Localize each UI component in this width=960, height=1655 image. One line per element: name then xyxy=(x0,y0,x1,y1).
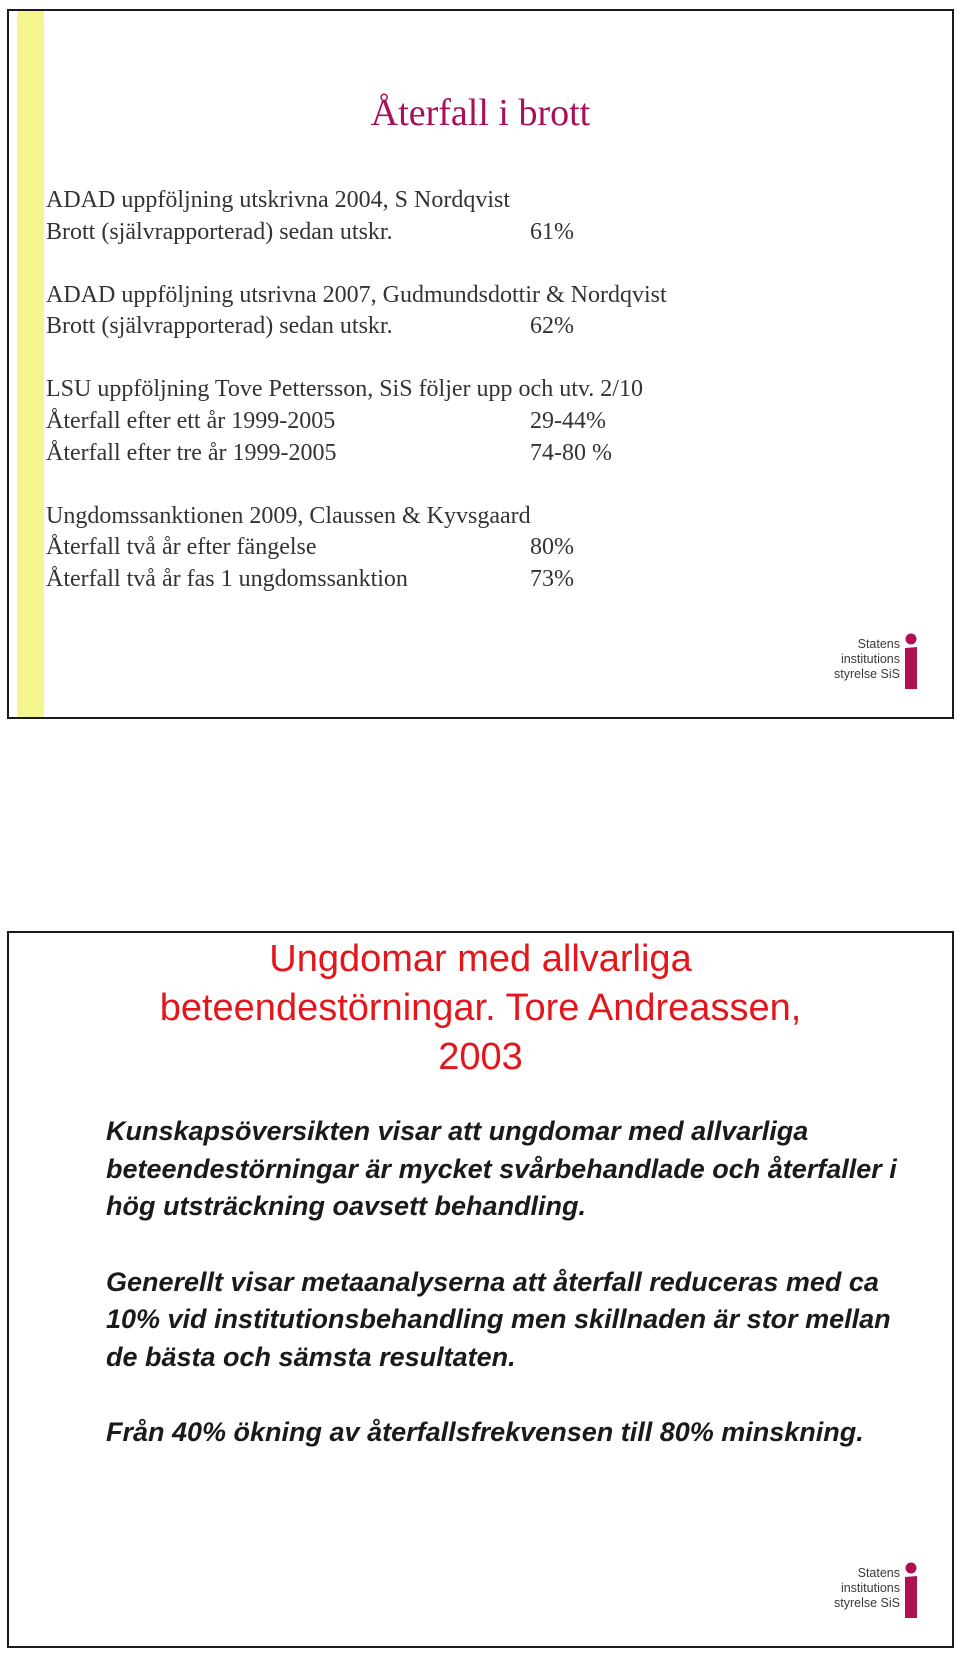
row-label: Återfall efter tre år 1999-2005 xyxy=(46,439,337,466)
info-i-icon xyxy=(902,633,920,691)
title-line: beteendestörningar. Tore Andreassen, xyxy=(159,987,802,1029)
list-item xyxy=(46,501,667,533)
list-item xyxy=(46,532,667,564)
slide-2-title xyxy=(9,935,952,1082)
row-value: 29-44% xyxy=(530,407,606,434)
logo-line: Statens xyxy=(857,1566,900,1580)
list-item xyxy=(46,311,667,343)
row-value: 74-80 % xyxy=(530,439,612,466)
row-label: ADAD uppföljning utsrivna 2007, Gudmundsdottir & Nordqvist xyxy=(46,281,667,308)
paragraph: Generellt visar metaanalyserna att återfall reduceras med ca 10% vid institutionsbehandling men skillnaden är stor mellan de bästa och sämsta resultaten. xyxy=(106,1266,891,1372)
sis-logo xyxy=(822,633,922,695)
paragraph: Från 40% ökning av återfallsfrekvensen till 80% minskning. xyxy=(106,1417,864,1447)
slide-1-body xyxy=(46,185,667,596)
row-label: ADAD uppföljning utskrivna 2004, S Nordqvist xyxy=(46,187,510,213)
row-label: Återfall efter ett år 1999-2005 xyxy=(46,407,336,434)
logo-text xyxy=(822,637,900,682)
row-label: Återfall två år fas 1 ungdomssanktion xyxy=(46,566,408,593)
logo-line: institutions xyxy=(840,1581,900,1595)
logo-line: styrelse SiS xyxy=(834,1596,900,1610)
info-i-icon xyxy=(902,1562,920,1620)
slide-2-body xyxy=(106,1113,906,1490)
row-label: Brott (självrapporterad) sedan utskr. xyxy=(46,218,393,245)
slide-1-title: Återfall i brott xyxy=(370,92,591,134)
row-label: Brott (självrapporterad) sedan utskr. xyxy=(46,313,393,340)
row-label: Ungdomssanktionen 2009, Claussen & Kyvsgaard xyxy=(46,502,531,529)
list-item xyxy=(46,564,667,596)
row-value: 61% xyxy=(530,218,574,245)
row-value: 80% xyxy=(530,534,574,561)
paragraph: Kunskapsöversikten visar att ungdomar med allvarliga beteendestörningar är mycket svårbehandlade och återfaller i hög utsträckning oavsett behandling. xyxy=(106,1116,897,1221)
list-item xyxy=(46,217,667,249)
slide-2 xyxy=(7,931,954,1648)
slide-1 xyxy=(7,9,954,719)
row-label: Återfall två år efter fängelse xyxy=(46,534,317,561)
title-line: Ungdomar med allvarliga xyxy=(269,938,692,980)
title-line: 2003 xyxy=(438,1036,523,1078)
list-item xyxy=(46,280,667,312)
logo-line: styrelse SiS xyxy=(834,667,900,681)
list-item xyxy=(46,406,667,438)
list-item xyxy=(46,185,667,217)
sis-logo xyxy=(822,1562,922,1624)
logo-line: Statens xyxy=(857,637,900,651)
list-item xyxy=(46,438,667,470)
row-value: 62% xyxy=(530,313,574,340)
list-item xyxy=(46,374,667,406)
logo-text xyxy=(822,1566,900,1611)
logo-line: institutions xyxy=(840,652,900,666)
row-value: 73% xyxy=(530,566,574,593)
row-label: LSU uppföljning Tove Pettersson, SiS följer upp och utv. 2/10 xyxy=(46,376,643,403)
